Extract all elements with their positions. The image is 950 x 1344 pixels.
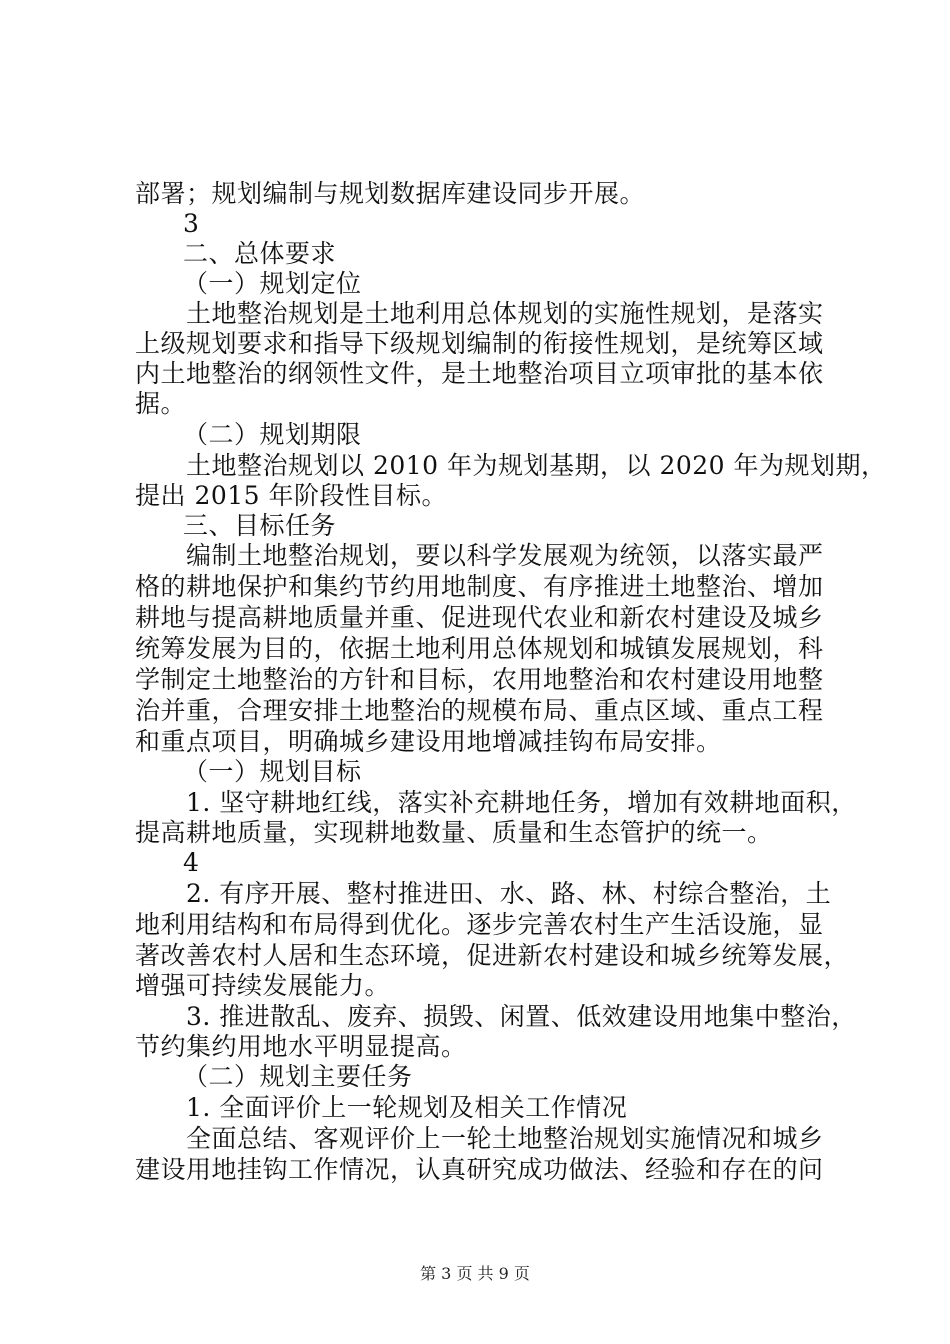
text-line: 建设用地挂钩工作情况，认真研究成功做法、经验和存在的问 bbox=[135, 1155, 824, 1184]
subsection-heading: （二）规划主要任务 bbox=[183, 1062, 413, 1091]
text-line: 地利用结构和布局得到优化。逐步完善农村生产生活设施，显 bbox=[135, 910, 824, 939]
text-line: 提高耕地质量，实现耕地数量、质量和生态管护的统一。 bbox=[135, 818, 773, 847]
text-line: 格的耕地保护和集约节约用地制度、有序推进土地整治、增加 bbox=[135, 572, 824, 601]
text-line: 提出 2015 年阶段性目标。 bbox=[135, 481, 448, 510]
subsection-heading: （一）规划目标 bbox=[183, 757, 362, 786]
section-heading: 三、目标任务 bbox=[183, 511, 337, 540]
text-line: 学制定土地整治的方针和目标，农用地整治和农村建设用地整 bbox=[135, 665, 824, 694]
text-line: 著改善农村人居和生态环境，促进新农村建设和城乡统筹发展， bbox=[135, 941, 850, 970]
text-line: 耕地与提高耕地质量并重、促进现代农业和新农村建设及城乡 bbox=[135, 603, 824, 632]
list-item-text: 1. 坚守耕地红线，落实补充耕地任务，增加有效耕地面积， bbox=[186, 788, 857, 817]
text-line: 节约集约用地水平明显提高。 bbox=[135, 1032, 467, 1061]
text-line: 全面总结、客观评价上一轮土地整治规划实施情况和城乡 bbox=[186, 1124, 824, 1153]
page-footer: 第 3 页 共 9 页 bbox=[420, 1264, 530, 1283]
text-line: 上级规划要求和指导下级规划编制的衔接性规划，是统筹区域 bbox=[135, 329, 824, 358]
text-line: 统筹发展为目的，依据土地利用总体规划和城镇发展规划，科 bbox=[135, 634, 824, 663]
section-heading: 二、总体要求 bbox=[183, 239, 337, 268]
text-line: 部署；规划编制与规划数据库建设同步开展。 bbox=[135, 179, 646, 208]
list-item-text: 1. 全面评价上一轮规划及相关工作情况 bbox=[186, 1093, 628, 1122]
list-item-text: 2. 有序开展、整村推进田、水、路、林、村综合整治，土 bbox=[186, 879, 832, 908]
text-line: 和重点项目，明确城乡建设用地增减挂钩布局安排。 bbox=[135, 727, 722, 756]
page-marker: 4 bbox=[183, 848, 200, 877]
list-item-text: 3. 推进散乱、废弃、损毁、闲置、低效建设用地集中整治， bbox=[186, 1002, 857, 1031]
text-line: 增强可持续发展能力。 bbox=[135, 971, 391, 1000]
subsection-heading: （二）规划期限 bbox=[183, 420, 362, 449]
text-line: 编制土地整治规划，要以科学发展观为统领，以落实最严 bbox=[186, 541, 824, 570]
subsection-heading: （一）规划定位 bbox=[183, 269, 362, 298]
text-line: 土地整治规划是土地利用总体规划的实施性规划，是落实 bbox=[186, 299, 824, 328]
text-line: 内土地整治的纲领性文件，是土地整治项目立项审批的基本依 bbox=[135, 359, 824, 388]
text-line: 据。 bbox=[135, 389, 187, 418]
text-line: 治并重，合理安排土地整治的规模布局、重点区域、重点工程 bbox=[135, 696, 824, 725]
page-marker: 3 bbox=[183, 209, 200, 238]
text-line: 土地整治规划以 2010 年为规划基期，以 2020 年为规划期， bbox=[186, 451, 887, 480]
